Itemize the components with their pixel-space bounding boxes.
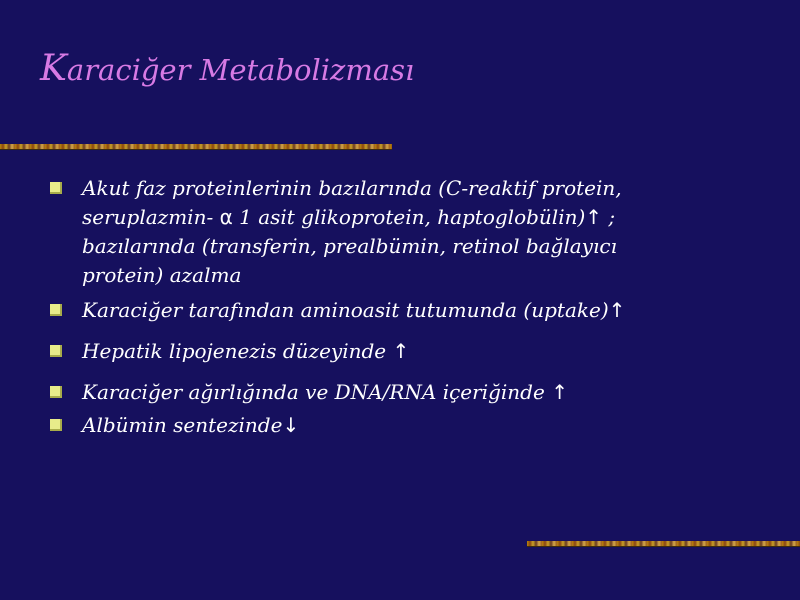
bullet-line <box>82 232 766 261</box>
bullet-text: Hepatik lipojenezis düzeyinde <box>82 339 387 363</box>
bullet-text: 1 asit glikoprotein, haptoglobülin) <box>239 205 586 229</box>
bullet-list <box>46 174 766 440</box>
square-bullet-icon <box>50 304 62 316</box>
bullet-line <box>82 261 766 290</box>
alpha-symbol: α <box>219 205 233 229</box>
square-bullet-icon <box>50 345 62 357</box>
bullet-item <box>46 337 766 366</box>
bottom-divider <box>527 541 800 546</box>
up-arrow-icon: ↑ <box>551 380 568 404</box>
up-arrow-icon: ↑ <box>585 205 603 229</box>
bullet-text: Karaciğer tarafından aminoasit tutumunda (uptake) <box>82 298 609 322</box>
bullet-item <box>46 296 766 325</box>
slide-title <box>40 48 414 89</box>
bullet-text: protein) azalma <box>82 263 242 287</box>
bullet-text: ; <box>608 205 616 229</box>
bullet-item <box>46 378 766 407</box>
square-bullet-icon <box>50 386 62 398</box>
bullet-text: Akut faz proteinlerinin bazılarında (C-reaktif protein, <box>82 176 622 200</box>
bullet-item <box>46 174 766 290</box>
down-arrow-icon: ↓ <box>282 413 300 437</box>
bullet-text: Karaciğer ağırlığında ve DNA/RNA içeriğinde <box>82 380 545 404</box>
bullet-text: Albümin sentezinde <box>82 413 283 437</box>
bullet-line <box>82 174 766 203</box>
up-arrow-icon: ↑ <box>392 339 410 363</box>
bullet-item <box>46 411 766 440</box>
bullet-text: bazılarında (transferin, prealbümin, retinol bağlayıcı <box>82 234 617 258</box>
up-arrow-icon: ↑ <box>608 298 626 322</box>
bullet-text: seruplazmin- <box>82 205 214 229</box>
title-rest: araciğer Metabolizması <box>66 53 415 87</box>
square-bullet-icon <box>50 182 62 194</box>
bullet-line <box>82 203 766 232</box>
square-bullet-icon <box>50 419 62 431</box>
title-initial: K <box>40 48 67 89</box>
top-divider <box>0 144 392 149</box>
